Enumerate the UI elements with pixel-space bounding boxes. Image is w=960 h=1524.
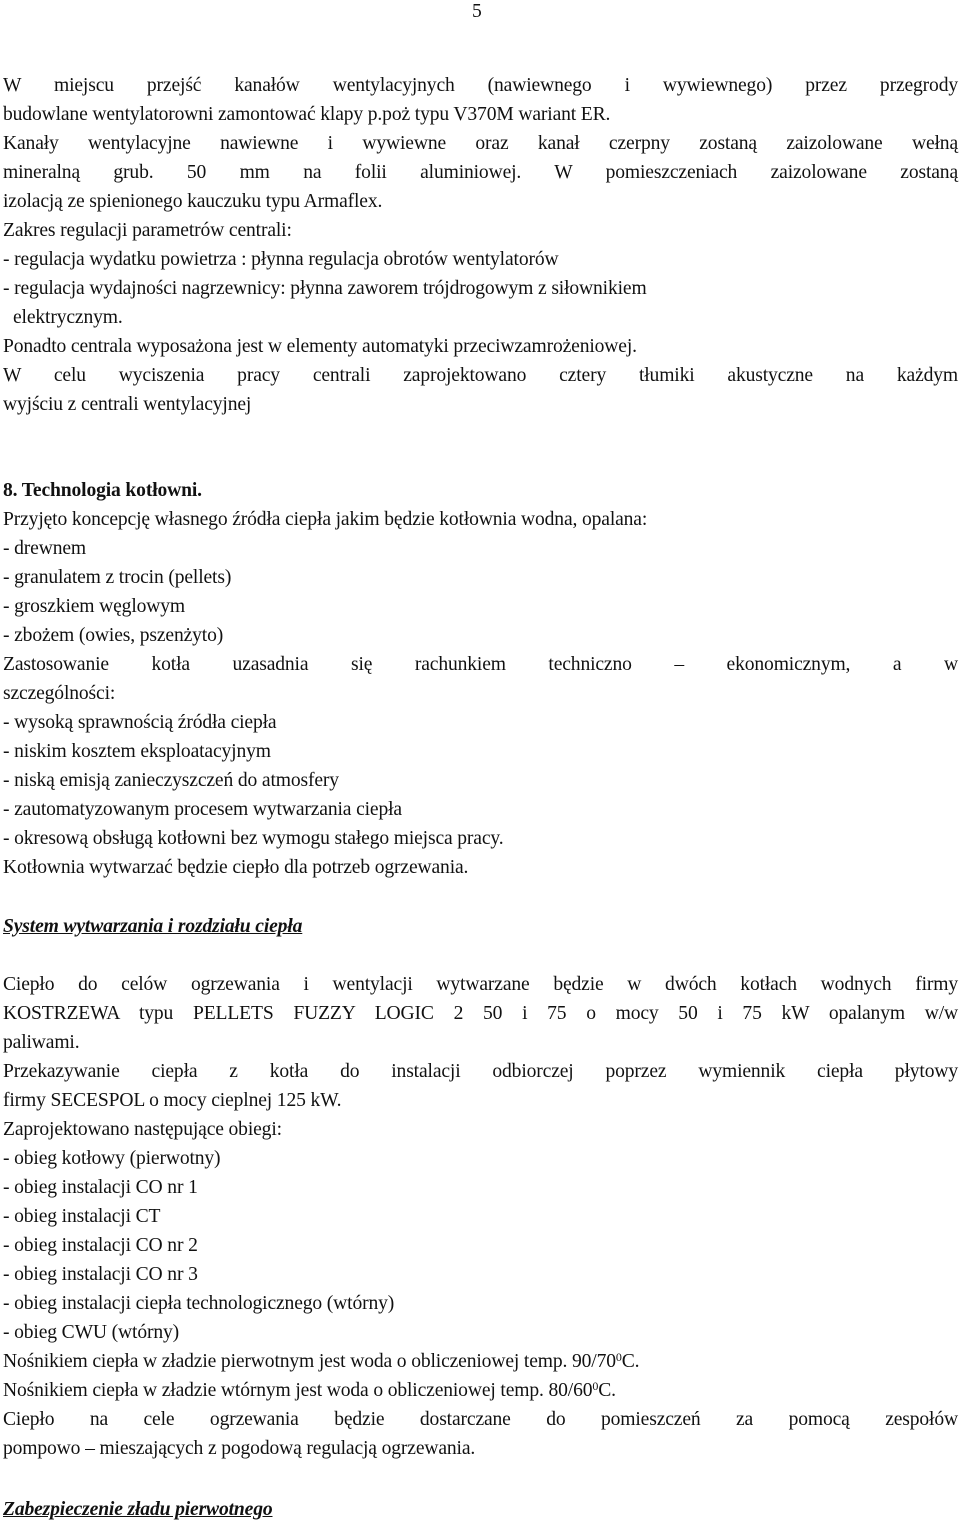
text-line: Zastosowanie kotła uzasadnia się rachunkiem techniczno – ekonomicznym, a w — [3, 654, 958, 675]
list-item: - wysoką sprawnością źródła ciepła — [3, 712, 277, 733]
section-heading: Zabezpieczenie zładu pierwotnego — [3, 1499, 273, 1520]
list-item: - obieg instalacji CO nr 3 — [3, 1264, 198, 1285]
section-heading: 8. Technologia kotłowni. — [3, 480, 202, 501]
boiler-technology-section — [3, 476, 958, 882]
heat-system-section — [3, 970, 958, 1463]
list-item: - obieg CWU (wtórny) — [3, 1322, 180, 1343]
secondary-medium-unit: C. — [598, 1380, 616, 1401]
primary-medium-line — [3, 1347, 958, 1376]
ventilation-fire-dampers-paragraph — [3, 71, 958, 419]
primary-medium-text: Nośnikiem ciepła w zładzie pierwotnym jest woda o obliczeniowej temp. 90/70 — [3, 1351, 616, 1372]
list-item: elektrycznym. — [13, 307, 123, 328]
text-line: W miejscu przejść kanałów wentylacyjnych (nawiewnego i wywiewnego) przez przegrody — [3, 75, 958, 96]
list-item: - regulacja wydatku powietrza : płynna regulacja obrotów wentylatorów — [3, 249, 559, 270]
text-line: Kotłownia wytwarzać będzie ciepło dla potrzeb ogrzewania. — [3, 857, 469, 878]
secondary-medium-text: Nośnikiem ciepła w zładzie wtórnym jest woda o obliczeniowej temp. 80/60 — [3, 1380, 593, 1401]
text-line: KOSTRZEWA typu PELLETS FUZZY LOGIC 2 50 i 75 o mocy 50 i 75 kW opalanym w/w — [3, 1003, 958, 1024]
text-line: Ciepło do celów ogrzewania i wentylacji wytwarzane będzie w dwóch kotłach wodnych firmy — [3, 974, 958, 995]
circuits-title: Zaprojektowano następujące obiegi: — [3, 1119, 282, 1140]
text-line: izolacją ze spienionego kauczuku typu Armaflex. — [3, 191, 383, 212]
text-line: Przekazywanie ciepła z kotła do instalacji odbiorczej poprzez wymiennik ciepła płytowy — [3, 1061, 958, 1082]
text-line: pompowo – mieszających z pogodową regulacją ogrzewania. — [3, 1438, 476, 1459]
text-line: paliwami. — [3, 1032, 80, 1053]
list-item: - niską emisją zanieczyszczeń do atmosfery — [3, 770, 339, 791]
list-item: - obieg kotłowy (pierwotny) — [3, 1148, 221, 1169]
degree-superscript: 0 — [592, 1379, 599, 1393]
list-item: - drewnem — [3, 538, 86, 559]
protection-heading-block — [3, 1495, 958, 1524]
text-line: Ponadto centrala wyposażona jest w elementy automatyki przeciwzamrożeniowej. — [3, 336, 637, 357]
text-line: szczególności: — [3, 683, 116, 704]
control-range-title: Zakres regulacji parametrów centrali: — [3, 220, 292, 241]
list-item: - obieg instalacji ciepła technologicznego (wtórny) — [3, 1293, 395, 1314]
text-line: mineralną grub. 50 mm na folii aluminiowej. W pomieszczeniach zaizolowane zostaną — [3, 162, 958, 183]
heat-system-heading-block — [3, 912, 958, 941]
text-line: Ciepło na cele ogrzewania będzie dostarczane do pomieszczeń za pomocą zespołów — [3, 1409, 958, 1430]
page-number: 5 — [472, 1, 482, 22]
list-item: - obieg instalacji CO nr 1 — [3, 1177, 198, 1198]
list-item: - obieg instalacji CT — [3, 1206, 161, 1227]
secondary-medium-line — [3, 1376, 958, 1405]
list-item: - okresową obsługą kotłowni bez wymogu stałego miejsca pracy. — [3, 828, 504, 849]
list-item: - zautomatyzowanym procesem wytwarzania ciepła — [3, 799, 402, 820]
list-item: - groszkiem węglowym — [3, 596, 186, 617]
text-line: budowlane wentylatorowni zamontować klapy p.poż typu V370M wariant ER. — [3, 104, 611, 125]
text-line: wyjściu z centrali wentylacyjnej — [3, 394, 252, 415]
list-item: - niskim kosztem eksploatacyjnym — [3, 741, 271, 762]
text-line: W celu wyciszenia pracy centrali zaprojektowano cztery tłumiki akustyczne na każdym — [3, 365, 958, 386]
section-heading: System wytwarzania i rozdziału ciepła — [3, 916, 303, 937]
text-line: Przyjęto koncepcję własnego źródła ciepła jakim będzie kotłownia wodna, opalana: — [3, 509, 648, 530]
list-item: - regulacja wydajności nagrzewnicy: płynna zaworem trójdrogowym z siłownikiem — [3, 278, 647, 299]
degree-superscript: 0 — [615, 1350, 622, 1364]
primary-medium-unit: C. — [621, 1351, 640, 1372]
list-item: - zbożem (owies, pszenżyto) — [3, 625, 224, 646]
list-item: - obieg instalacji CO nr 2 — [3, 1235, 198, 1256]
text-line: firmy SECESPOL o mocy cieplnej 125 kW. — [3, 1090, 342, 1111]
list-item: - granulatem z trocin (pellets) — [3, 567, 232, 588]
text-line: Kanały wentylacyjne nawiewne i wywiewne oraz kanał czerpny zostaną zaizolowane wełną — [3, 133, 958, 154]
